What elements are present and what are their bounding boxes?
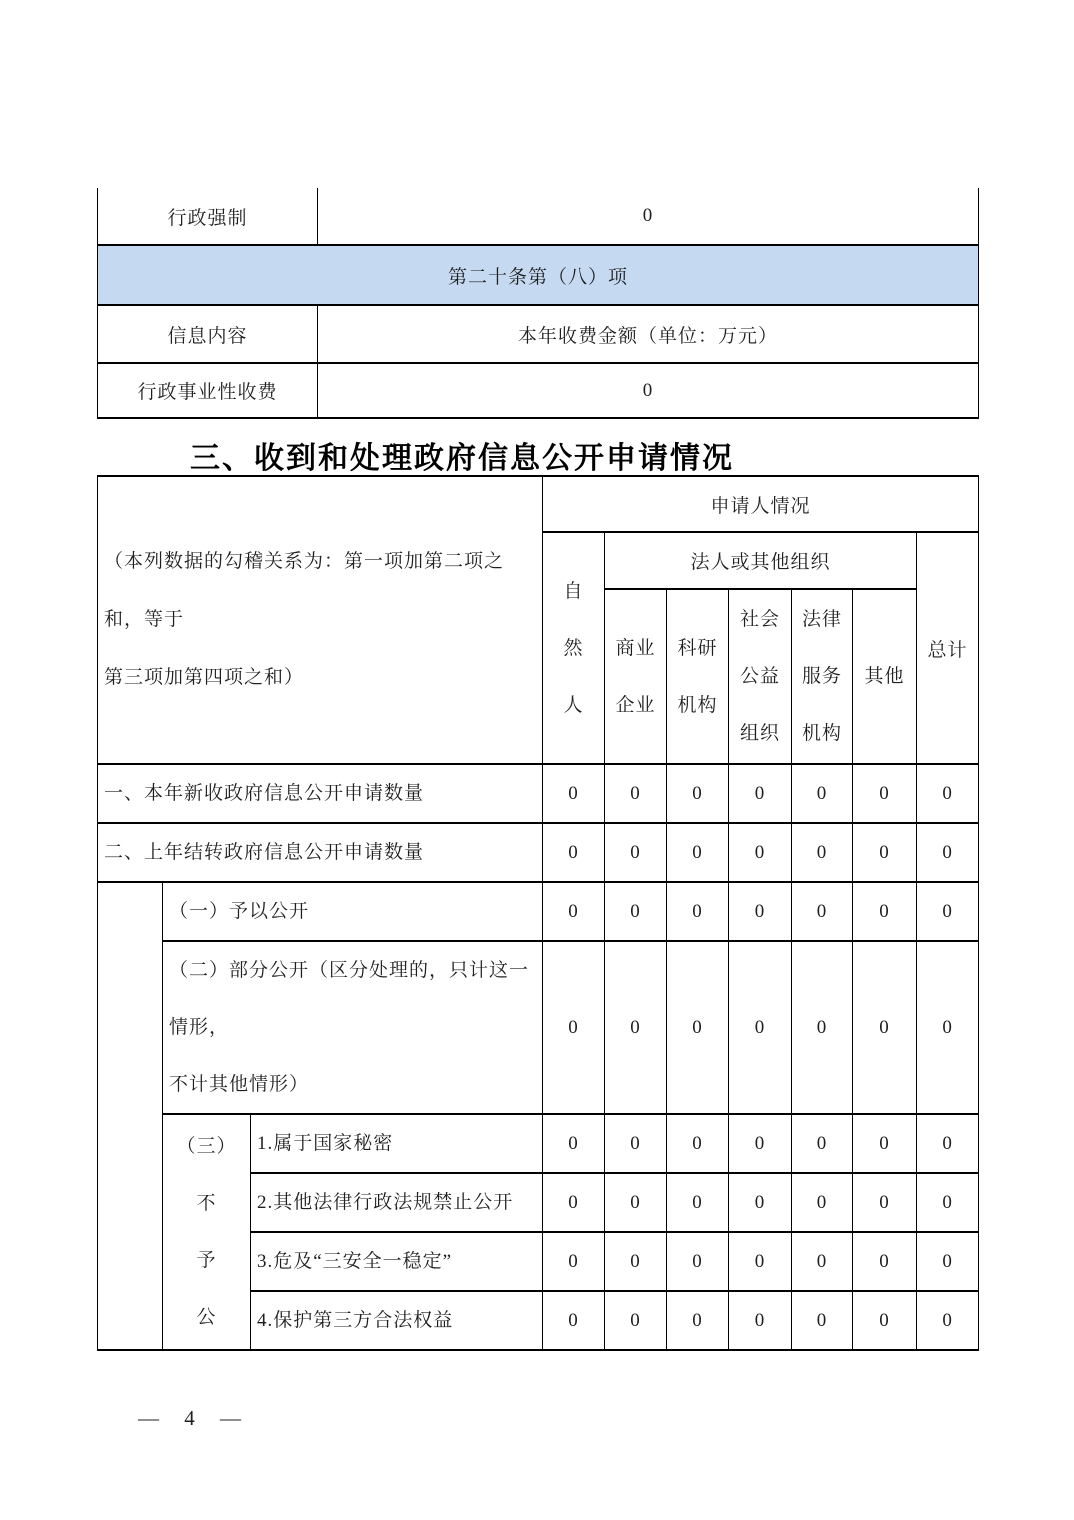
other-header: 其他 [853,589,917,764]
value-cell: 0 [792,1173,853,1232]
value-cell: 0 [917,941,979,1114]
value-cell: 0 [792,764,853,823]
value-cell: 0 [667,941,729,1114]
empty-span-cell [98,882,163,1350]
value-cell: 0 [792,941,853,1114]
fee-table [97,188,979,419]
value-cell: 0 [543,941,605,1114]
row-label: （一）予以公开 [163,882,543,941]
value-cell: 0 [543,764,605,823]
table-row [98,823,979,882]
value-cell: 0 [917,764,979,823]
value-cell: 0 [667,1291,729,1350]
table-row [98,188,979,245]
value-cell: 0 [917,882,979,941]
row-label: 1.属于国家秘密 [251,1114,543,1173]
value-cell: 0 [917,1232,979,1291]
row-label: 4.保护第三方合法权益 [251,1291,543,1350]
value-cell: 0 [729,882,792,941]
table-row [98,363,979,418]
business-header: 商业 企业 [605,589,667,764]
value-cell: 0 [729,823,792,882]
admin-fee-value: 0 [318,363,979,418]
table-row [98,245,979,305]
admin-fee-label: 行政事业性收费 [98,363,318,418]
value-cell: 0 [792,1232,853,1291]
value-cell: 0 [543,1114,605,1173]
legal-service-header: 法律 服务 机构 [792,589,853,764]
value-cell: 0 [605,1173,667,1232]
applicant-header: 申请人情况 [543,476,979,532]
value-cell: 0 [917,823,979,882]
value-cell: 0 [729,1291,792,1350]
info-content-value: 本年收费金额（单位：万元） [318,305,979,363]
applications-table [97,475,979,1351]
total-header: 总计 [917,532,979,764]
value-cell: 0 [853,882,917,941]
table-row [98,941,979,1114]
value-cell: 0 [853,1114,917,1173]
value-cell: 0 [605,1114,667,1173]
note-cell: （本列数据的勾稽关系为：第一项加第二项之和，等于 第三项加第四项之和） [98,476,543,764]
value-cell: 0 [605,764,667,823]
value-cell: 0 [792,1114,853,1173]
natural-person-header: 自 然 人 [543,532,605,764]
value-cell: 0 [792,1291,853,1350]
table-row [98,882,979,941]
value-cell: 0 [667,823,729,882]
row-label: 3.危及“三安全一稳定” [251,1232,543,1291]
value-cell: 0 [853,1173,917,1232]
fee-row-label: 行政强制 [98,188,318,245]
section-band-header: 第二十条第（八）项 [98,245,979,305]
value-cell: 0 [729,1173,792,1232]
value-cell: 0 [853,1291,917,1350]
row-label: （二）部分公开（区分处理的，只计这一情形， 不计其他情形） [163,941,543,1114]
value-cell: 0 [543,1291,605,1350]
value-cell: 0 [853,823,917,882]
value-cell: 0 [543,823,605,882]
value-cell: 0 [667,1232,729,1291]
value-cell: 0 [917,1114,979,1173]
section-heading: 三、收到和处理政府信息公开申请情况 [190,442,734,475]
value-cell: 0 [729,941,792,1114]
refuse-group-label: （三） 不 予 公 [163,1114,251,1350]
value-cell: 0 [605,823,667,882]
value-cell: 0 [917,1173,979,1232]
value-cell: 0 [792,882,853,941]
value-cell: 0 [605,882,667,941]
table-row [98,764,979,823]
fee-row-value: 0 [318,188,979,245]
row-label: 一、本年新收政府信息公开申请数量 [98,764,543,823]
value-cell: 0 [543,1173,605,1232]
page-number: — 4 — [138,1406,243,1430]
value-cell: 0 [792,823,853,882]
value-cell: 0 [667,1114,729,1173]
value-cell: 0 [605,941,667,1114]
table-row [98,476,979,532]
value-cell: 0 [853,941,917,1114]
value-cell: 0 [667,764,729,823]
value-cell: 0 [667,1173,729,1232]
value-cell: 0 [729,1114,792,1173]
row-label: 2.其他法律行政法规禁止公开 [251,1173,543,1232]
value-cell: 0 [917,1291,979,1350]
social-org-header: 社会 公益 组织 [729,589,792,764]
value-cell: 0 [853,764,917,823]
value-cell: 0 [605,1291,667,1350]
value-cell: 0 [853,1232,917,1291]
table-row [98,305,979,363]
info-content-label: 信息内容 [98,305,318,363]
research-header: 科研 机构 [667,589,729,764]
table-row [98,1114,979,1173]
value-cell: 0 [729,764,792,823]
value-cell: 0 [729,1232,792,1291]
legal-org-header: 法人或其他组织 [605,532,917,589]
value-cell: 0 [605,1232,667,1291]
value-cell: 0 [543,1232,605,1291]
row-label: 二、上年结转政府信息公开申请数量 [98,823,543,882]
value-cell: 0 [667,882,729,941]
value-cell: 0 [543,882,605,941]
